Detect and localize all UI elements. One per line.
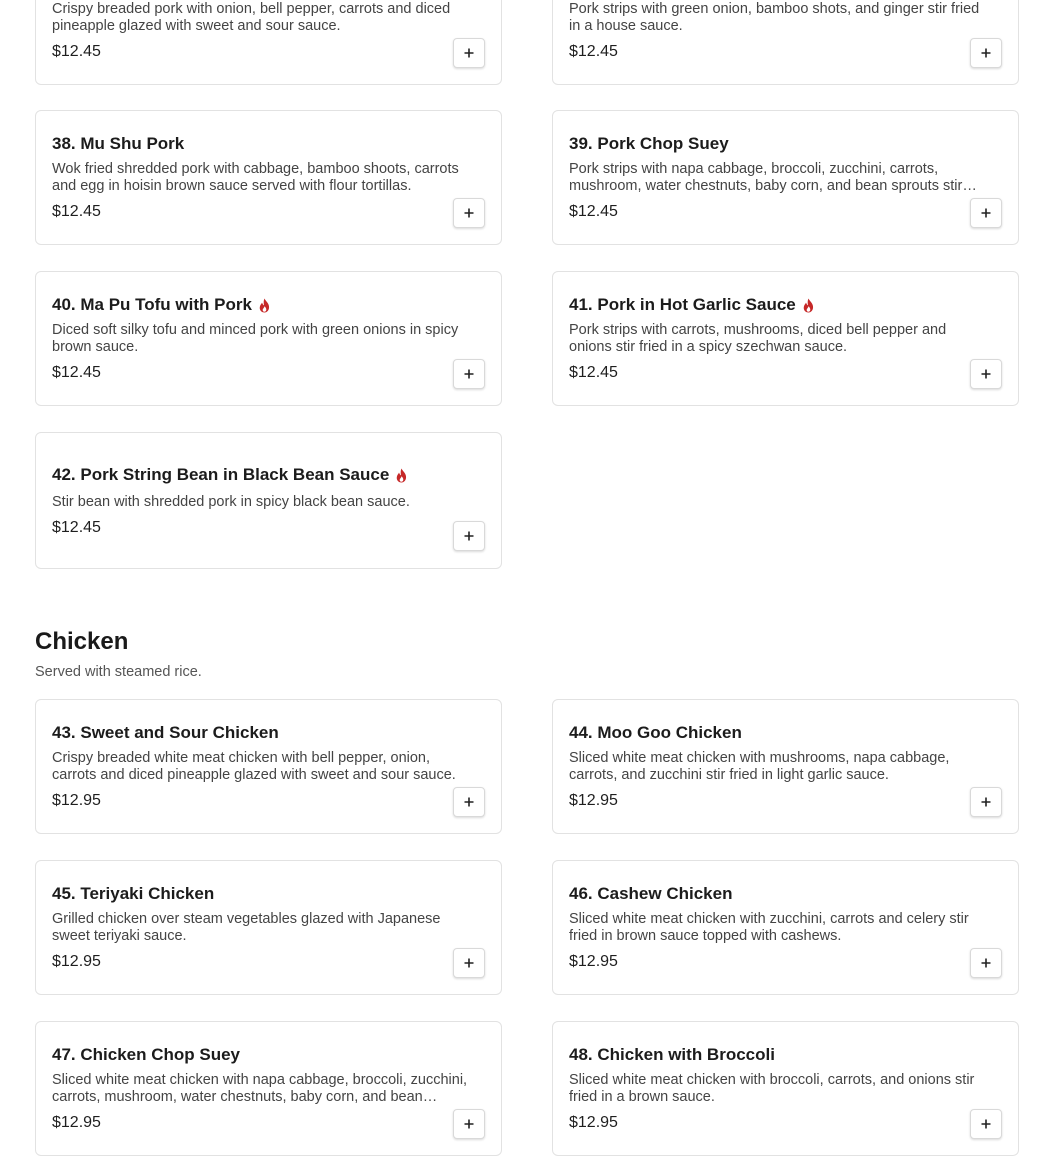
menu-item-name: 42. Pork String Bean in Black Bean Sauce — [52, 465, 482, 485]
menu-item-card[interactable] — [35, 271, 502, 406]
menu-item-price: $12.95 — [52, 1114, 101, 1131]
plus-icon — [464, 208, 474, 218]
menu-item-description: Pork strips with napa cabbage, broccoli, zucchini, carrots, mushroom, water chestnuts, baby corn, and bean sprouts stir — [569, 161, 963, 194]
menu-item-description: Pork strips with carrots, mushrooms, diced bell pepper and onions stir fried in a spicy szechwan sauce. — [569, 322, 947, 355]
menu-item-price: $12.45 — [569, 43, 618, 60]
menu-item-description: Sliced white meat chicken with zucchini, carrots and celery stir fried in brown sauce topped with cashews. — [569, 911, 969, 944]
menu-item-card[interactable] — [552, 860, 1019, 995]
add-to-cart-button[interactable] — [453, 521, 485, 551]
plus-icon — [981, 958, 991, 968]
menu-item-price: $12.95 — [569, 953, 618, 970]
menu-item-card[interactable] — [552, 110, 1019, 245]
plus-icon — [981, 208, 991, 218]
menu-item-description: Stir bean with shredded pork in spicy black bean sauce. — [52, 494, 410, 510]
menu-item-price: $12.45 — [569, 203, 618, 220]
add-to-cart-button[interactable] — [970, 38, 1002, 68]
menu-item-name: 48. Chicken with Broccoli — [569, 1045, 775, 1064]
add-to-cart-button[interactable] — [453, 948, 485, 978]
flame-icon — [395, 468, 408, 483]
add-to-cart-button[interactable] — [453, 198, 485, 228]
flame-icon — [802, 298, 815, 313]
menu-item-description: Crispy breaded white meat chicken with bell pepper, onion, carrots and diced pineapple glazed with sweet and sour sauce. — [52, 750, 456, 783]
menu-item-card[interactable] — [552, 699, 1019, 834]
menu-item-price: $12.45 — [52, 364, 101, 381]
menu-item-name: 43. Sweet and Sour Chicken — [52, 723, 279, 742]
menu-item-name: 44. Moo Goo Chicken — [569, 723, 742, 742]
plus-icon — [464, 48, 474, 58]
add-to-cart-button[interactable] — [453, 38, 485, 68]
plus-icon — [464, 531, 474, 541]
plus-icon — [464, 1119, 474, 1129]
menu-item-description: Crispy breaded pork with onion, bell pepper, carrots and diced pineapple glazed with sweet and sour sauce. — [52, 1, 451, 34]
add-to-cart-button[interactable] — [453, 1109, 485, 1139]
plus-icon — [981, 369, 991, 379]
plus-icon — [981, 1119, 991, 1129]
menu-item-card[interactable] — [35, 1021, 502, 1156]
menu-item-description: Sliced white meat chicken with mushrooms, napa cabbage, carrots, and zucchini stir fried in light garlic sauce. — [569, 750, 950, 783]
add-to-cart-button[interactable] — [970, 1109, 1002, 1139]
menu-item-card[interactable] — [35, 860, 502, 995]
menu-item-card[interactable] — [35, 432, 502, 569]
add-to-cart-button[interactable] — [970, 787, 1002, 817]
menu-item-price: $12.45 — [52, 519, 101, 536]
menu-item-price: $12.95 — [52, 953, 101, 970]
menu-item-price: $12.95 — [569, 792, 618, 809]
menu-item-description: Wok fried shredded pork with cabbage, bamboo shoots, carrots and egg in hoisin brown sauce served with flour tortillas. — [52, 161, 459, 194]
menu-item-name: 46. Cashew Chicken — [569, 884, 733, 903]
add-to-cart-button[interactable] — [970, 198, 1002, 228]
menu-item-description: Diced soft silky tofu and minced pork with green onions in spicy brown sauce. — [52, 322, 459, 355]
menu-item-card[interactable] — [35, 110, 502, 245]
plus-icon — [981, 797, 991, 807]
add-to-cart-button[interactable] — [970, 948, 1002, 978]
menu-item-card[interactable] — [35, 699, 502, 834]
menu-item-name: 47. Chicken Chop Suey — [52, 1045, 240, 1064]
plus-icon — [464, 797, 474, 807]
menu-item-card[interactable] — [552, 0, 1019, 85]
menu-item-description: Grilled chicken over steam vegetables glazed with Japanese sweet teriyaki sauce. — [52, 911, 441, 944]
plus-icon — [464, 958, 474, 968]
menu-item-card[interactable] — [35, 0, 502, 85]
menu-item-name: 45. Teriyaki Chicken — [52, 884, 215, 903]
menu-item-description: Pork strips with green onion, bamboo shots, and ginger stir fried in a house sauce. — [569, 1, 980, 34]
add-to-cart-button[interactable] — [970, 359, 1002, 389]
add-to-cart-button[interactable] — [453, 787, 485, 817]
menu-item-description: Sliced white meat chicken with napa cabbage, broccoli, zucchini, carrots, mushroom, water chestnuts, baby corn, and bean — [52, 1072, 468, 1105]
menu-item-name: 40. Ma Pu Tofu with Pork — [52, 295, 482, 315]
add-to-cart-button[interactable] — [453, 359, 485, 389]
menu-item-name: 41. Pork in Hot Garlic Sauce — [569, 295, 999, 315]
section-title-chicken: Chicken — [35, 628, 129, 655]
menu-item-price: $12.45 — [52, 203, 101, 220]
menu-item-price: $12.95 — [569, 1114, 618, 1131]
menu-item-price: $12.45 — [569, 364, 618, 381]
section-subtitle: Served with steamed rice. — [35, 664, 202, 680]
menu-item-description: Sliced white meat chicken with broccoli, carrots, and onions stir fried in a brown sauce. — [569, 1072, 975, 1105]
menu-item-card[interactable] — [552, 1021, 1019, 1156]
menu-item-price: $12.95 — [52, 792, 101, 809]
menu-item-card[interactable] — [552, 271, 1019, 406]
menu-item-name: 38. Mu Shu Pork — [52, 134, 185, 153]
plus-icon — [981, 48, 991, 58]
flame-icon — [258, 298, 271, 313]
plus-icon — [464, 369, 474, 379]
menu-item-name: 39. Pork Chop Suey — [569, 134, 729, 153]
menu-item-price: $12.45 — [52, 43, 101, 60]
